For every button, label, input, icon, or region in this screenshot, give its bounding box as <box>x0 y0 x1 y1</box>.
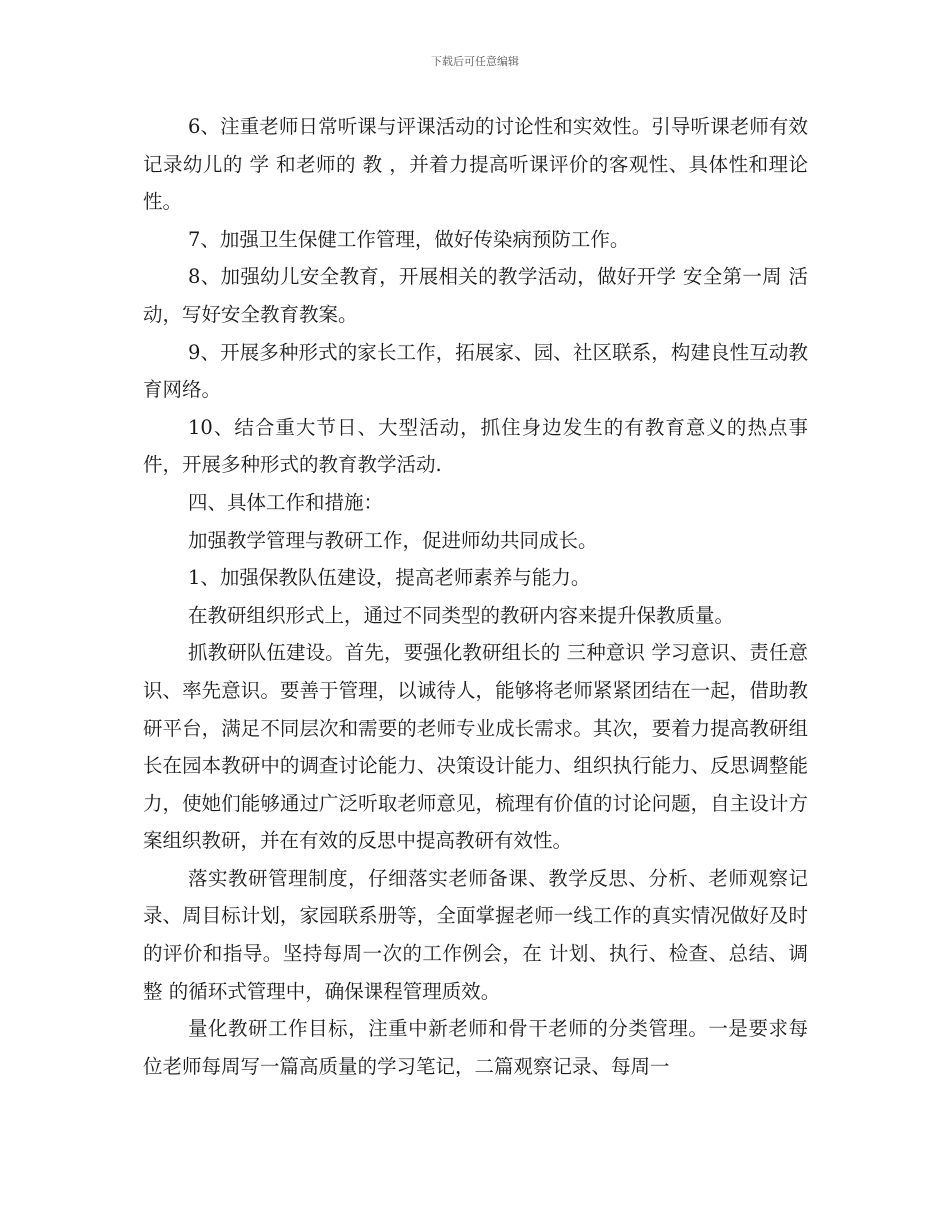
paragraph: 在教研组织形式上，通过不同类型的教研内容来提升保教质量。 <box>188 603 735 627</box>
document-body <box>143 108 808 1085</box>
paragraph: 1、加强保教队伍建设，提高老师素养与能力。 <box>188 566 591 590</box>
paragraph: 落实教研管理制度，仔细落实老师备课、教学反思、分析、老师观察记录、周目标计划，家园联系册等，全面掌握老师一线工作的真实情况做好及时的评价和指导。坚持每周一次的工作例会，在 计划、执行、检查、总结、调整 的循环式管理中，确保课程管理质效。 <box>143 866 808 1003</box>
paragraph: 抓教研队伍建设。首先，要强化教研组长的 三种意识 学习意识、责任意识、率先意识。要善于管理，以诚待人，能够将老师紧紧团结在一起，借助教研平台，满足不同层次和需要的老师专业成长需求。其次，要着力提高教研组长在园本教研中的调查讨论能力、决策设计能力、组织执行能力、反思调整能力，使她们能够通过广泛听取老师意见，梳理有价值的讨论问题，自主设计方案组织教研，并在有效的反思中提高教研有效性。 <box>143 641 808 853</box>
paragraph: 10、结合重大节日、大型活动，抓住身边发生的有教育意义的热点事件，开展多种形式的教育教学活动. <box>143 415 808 477</box>
paragraph: 8、加强幼儿安全教育，开展相关的教学活动，做好开学 安全第一周 活动，写好安全教育教案。 <box>143 265 808 326</box>
paragraph: 9、开展多种形式的家长工作，拓展家、园、社区联系，构建良性互动教育网络。 <box>143 340 808 402</box>
section-heading: 四、具体工作和措施： <box>188 490 384 514</box>
paragraph: 7、加强卫生保健工作管理，做好传染病预防工作。 <box>188 227 630 251</box>
paragraph: 加强教学管理与教研工作，促进师幼共同成长。 <box>188 528 598 552</box>
page-header: 下载后可任意编辑 <box>431 55 519 68</box>
paragraph: 6、注重老师日常听课与评课活动的讨论性和实效性。引导听课老师有效记录幼儿的 学 和老师的 教 ，并着力提高听课评价的客观性、具体性和理论性。 <box>143 115 808 214</box>
paragraph: 量化教研工作目标，注重中新老师和骨干老师的分类管理。一是要求每位老师每周写一篇高质量的学习笔记，二篇观察记录、每周一 <box>143 1017 808 1078</box>
